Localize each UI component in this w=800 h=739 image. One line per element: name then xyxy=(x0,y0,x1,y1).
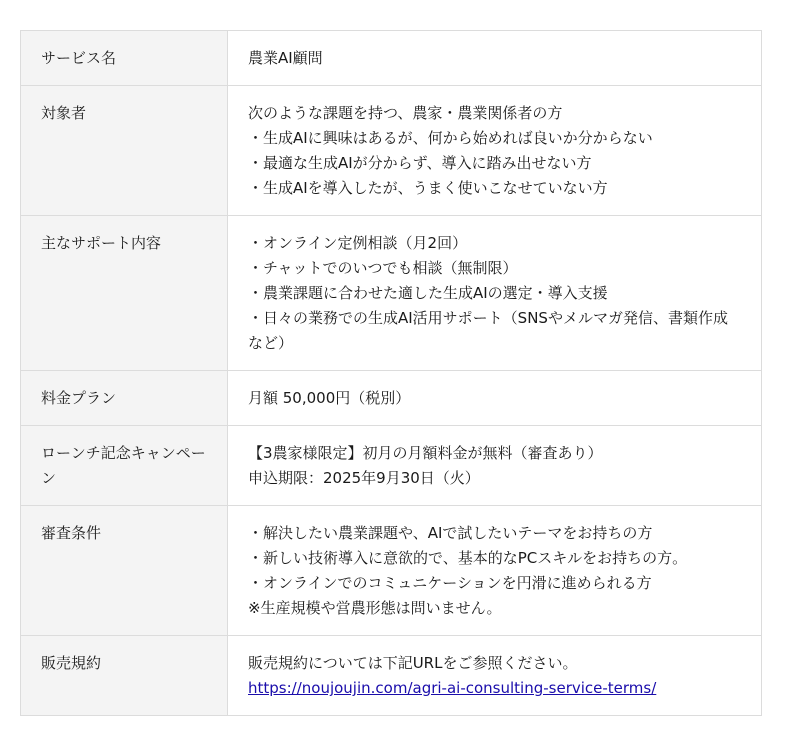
value-text: 申込期限：2025年9月30日（火） xyxy=(248,469,480,487)
row-value xyxy=(228,31,762,86)
row-value xyxy=(228,86,762,216)
value-text: 月額 50,000円（税別） xyxy=(248,389,411,407)
row-label xyxy=(21,426,228,506)
row-label xyxy=(21,371,228,426)
table-row-service-name xyxy=(21,31,762,86)
table-row-target xyxy=(21,86,762,216)
label-text: 主なサポート内容 xyxy=(41,234,162,252)
value-text: ・チャットでのいつでも相談（無制限） xyxy=(248,259,518,277)
value-text: 農業AI顧問 xyxy=(248,49,323,67)
value-text: 次のような課題を持つ、農家・農業関係者の方 xyxy=(248,104,563,122)
row-value xyxy=(228,371,762,426)
value-text: ・オンラインでのコミュニケーションを円滑に進められる方 xyxy=(248,574,652,592)
service-info-container xyxy=(20,30,762,716)
value-text: 【3農家様限定】初月の月額料金が無料（審査あり） xyxy=(248,444,603,462)
label-text: 対象者 xyxy=(41,104,87,122)
table-row-terms xyxy=(21,636,762,716)
value-text: ・最適な生成AIが分からず、導入に踏み出せない方 xyxy=(248,154,592,172)
label-text: 料金プラン xyxy=(41,389,117,407)
row-value xyxy=(228,636,762,716)
label-text: 販売規約 xyxy=(41,654,102,672)
label-text: サービス名 xyxy=(41,49,117,67)
label-text: ローンチ記念キャンペーン xyxy=(41,444,206,487)
row-value xyxy=(228,506,762,636)
row-value xyxy=(228,426,762,506)
value-text: ・農業課題に合わせた適した生成AIの選定・導入支援 xyxy=(248,284,608,302)
row-value xyxy=(228,216,762,371)
label-text: 審査条件 xyxy=(41,524,102,542)
terms-link[interactable]: https://noujoujin.com/agri-ai-consulting-service-terms/ xyxy=(248,679,657,697)
table-row-campaign xyxy=(21,426,762,506)
value-text: ・解決したい農業課題や、AIで試したいテーマをお持ちの方 xyxy=(248,524,653,542)
value-text: ・新しい技術導入に意欲的で、基本的なPCスキルをお持ちの方。 xyxy=(248,549,688,567)
row-label xyxy=(21,506,228,636)
value-text: ・生成AIに興味はあるが、何から始めれば良いか分からない xyxy=(248,129,653,147)
row-label xyxy=(21,216,228,371)
value-text: ・日々の業務での生成AI活用サポート（SNSやメルマガ発信、書類作成など） xyxy=(248,309,728,352)
table-row-price xyxy=(21,371,762,426)
value-text: ・オンライン定例相談（月2回） xyxy=(248,234,468,252)
value-text: ・生成AIを導入したが、うまく使いこなせていない方 xyxy=(248,179,608,197)
value-text: 販売規約については下記URLをご参照ください。 xyxy=(248,654,578,672)
row-label xyxy=(21,636,228,716)
table-row-screening xyxy=(21,506,762,636)
table-row-support xyxy=(21,216,762,371)
service-info-table xyxy=(20,30,762,716)
row-label xyxy=(21,31,228,86)
row-label xyxy=(21,86,228,216)
value-text: ※生産規模や営農形態は問いません。 xyxy=(248,599,502,617)
